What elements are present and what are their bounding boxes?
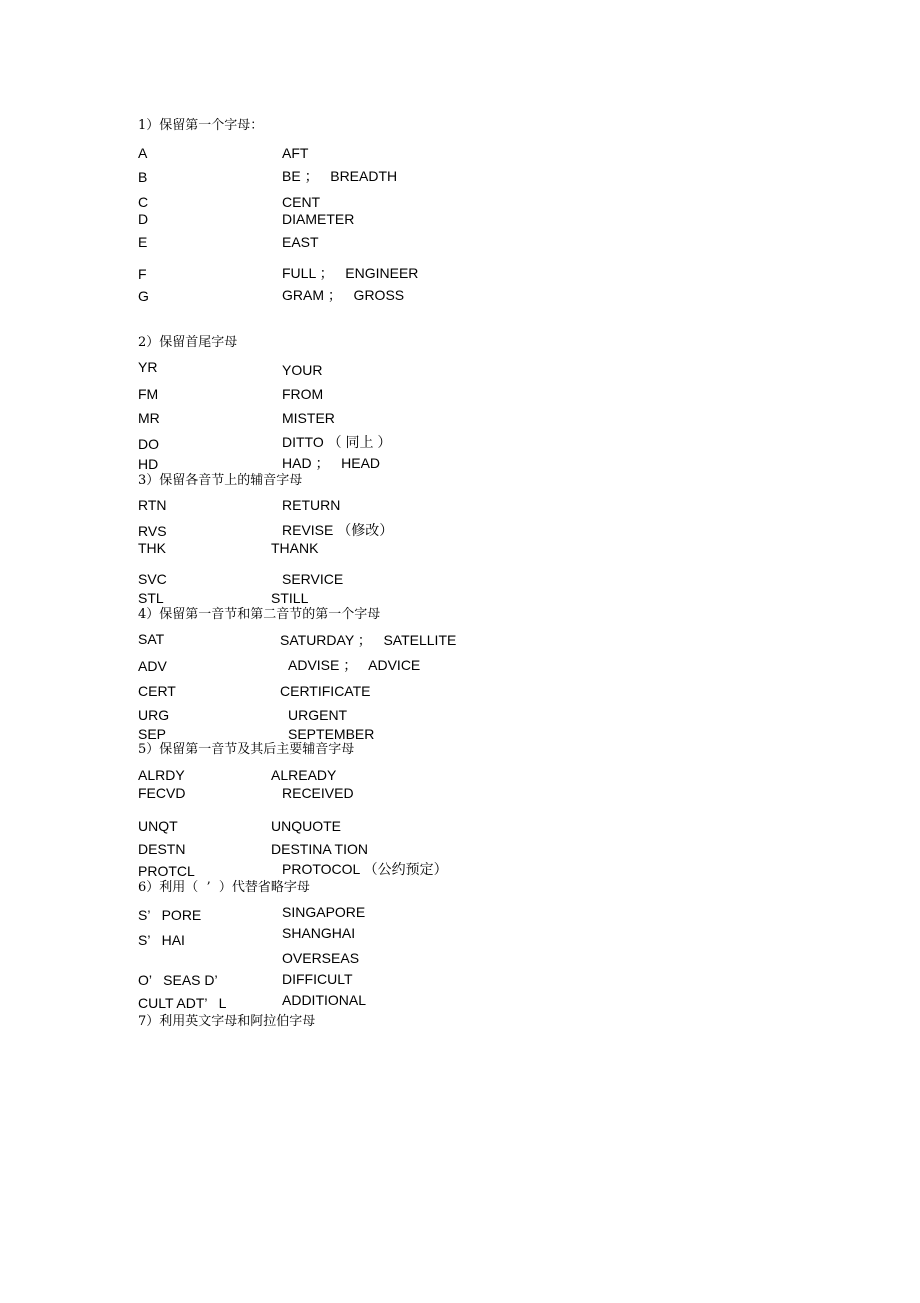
full-word: CENT xyxy=(282,194,321,210)
abbreviation: SAT xyxy=(138,631,165,647)
abbreviation: O’ SEAS D’ xyxy=(138,972,218,988)
abbreviation: F xyxy=(138,266,147,282)
full-word: DIFFICULT xyxy=(282,971,353,987)
full-word: DIAMETER xyxy=(282,211,355,227)
abbreviation: DESTN xyxy=(138,841,186,857)
abbreviation: SVC xyxy=(138,571,167,587)
full-word: EAST xyxy=(282,234,319,250)
full-word: SEPTEMBER xyxy=(288,726,375,742)
abbreviation: B xyxy=(138,169,148,185)
full-word: FULL ； ENGINEER xyxy=(282,265,419,281)
section-3-heading: 3）保留各音节上的辅音字母 xyxy=(138,473,303,488)
full-word: SERVICE xyxy=(282,571,344,587)
abbreviation: A xyxy=(138,145,148,161)
abbreviation: RVS xyxy=(138,523,167,539)
full-word: AFT xyxy=(282,145,309,161)
full-word: SATURDAY ； SATELLITE xyxy=(280,632,457,648)
abbreviation: ALRDY xyxy=(138,767,185,783)
full-word: FROM xyxy=(282,386,324,402)
full-word: STILL xyxy=(271,590,309,606)
abbreviation: CULT ADT’ L xyxy=(138,995,227,1011)
full-word: ALREADY xyxy=(271,767,337,783)
abbreviation: C xyxy=(138,194,149,210)
abbreviation: ADV xyxy=(138,658,167,674)
full-word: YOUR xyxy=(282,362,323,378)
abbreviation: YR xyxy=(138,359,158,375)
full-word: RECEIVED xyxy=(282,785,354,801)
full-word: OVERSEAS xyxy=(282,950,360,966)
abbreviation: S’ HAI xyxy=(138,932,185,948)
full-word: SINGAPORE xyxy=(282,904,366,920)
abbreviation: THK xyxy=(138,540,166,556)
full-word: MISTER xyxy=(282,410,335,426)
full-word: DITTO （ 同上 ） xyxy=(282,434,392,450)
full-word: UNQUOTE xyxy=(271,818,341,834)
section-4-heading: 4）保留第一音节和第二音节的第一个字母 xyxy=(138,607,381,622)
abbreviation: CERT xyxy=(138,683,176,699)
abbreviation: G xyxy=(138,288,149,304)
full-word: THANK xyxy=(271,540,319,556)
full-word: BE ； BREADTH xyxy=(282,168,398,184)
section-7-heading: 7）利用英文字母和阿拉伯字母 xyxy=(138,1014,316,1029)
abbreviation: MR xyxy=(138,410,160,426)
full-word: CERTIFICATE xyxy=(280,683,371,699)
full-word: SHANGHAI xyxy=(282,925,356,941)
abbreviation: URG xyxy=(138,707,170,723)
full-word: ADDITIONAL xyxy=(282,992,367,1008)
abbreviation: HD xyxy=(138,456,159,472)
abbreviation: DO xyxy=(138,436,159,452)
full-word: URGENT xyxy=(288,707,348,723)
abbreviation: PROTCL xyxy=(138,863,195,879)
full-word: ADVISE ； ADVICE xyxy=(288,657,421,673)
abbreviation: STL xyxy=(138,590,164,606)
abbreviation: E xyxy=(138,234,148,250)
section-6-heading: 6）利用（ ’ ）代替省略字母 xyxy=(138,880,310,895)
full-word: GRAM ； GROSS xyxy=(282,287,405,303)
section-1-heading: 1）保留第一个字母： xyxy=(138,118,264,133)
full-word: DESTINA TION xyxy=(271,841,368,857)
full-word: PROTOCOL （公约预定） xyxy=(282,861,448,877)
abbreviation: FM xyxy=(138,386,159,402)
full-word: RETURN xyxy=(282,497,341,513)
abbreviation: UNQT xyxy=(138,818,178,834)
full-word: HAD ； HEAD xyxy=(282,455,381,471)
abbreviation: S’ PORE xyxy=(138,907,202,923)
abbreviation: D xyxy=(138,211,149,227)
abbreviation: RTN xyxy=(138,497,167,513)
full-word: REVISE （修改） xyxy=(282,522,394,538)
abbreviation: FECVD xyxy=(138,785,186,801)
section-5-heading: 5）保留第一音节及其后主要辅音字母 xyxy=(138,742,355,757)
abbreviation: SEP xyxy=(138,726,167,742)
section-2-heading: 2）保留首尾字母 xyxy=(138,335,238,350)
